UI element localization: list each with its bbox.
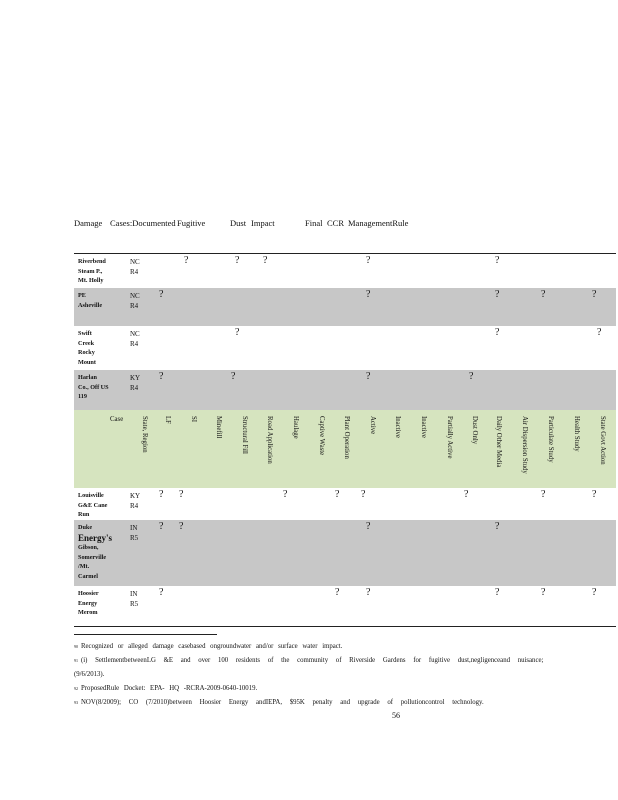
state-region: NC R4	[130, 258, 140, 276]
column-header: State Govt Action	[599, 416, 606, 465]
column-header: SI	[190, 416, 197, 423]
footnote-continued: (9/6/2013).	[74, 671, 105, 678]
check-mark: ?	[541, 587, 546, 598]
check-mark: ?	[592, 289, 597, 300]
state-region: IN R5	[130, 590, 139, 608]
state-region: NC R4	[130, 330, 140, 348]
check-mark: ?	[541, 289, 546, 300]
column-header: Dust Only	[471, 416, 478, 445]
state-region: KY R4	[130, 492, 141, 510]
footnote: $^{92}$ ProposedRule Docket: EPA- HQ -RCRA-2009-0640-10019.	[74, 685, 258, 692]
column-header: Structural Fill	[241, 416, 248, 454]
check-mark: ?	[159, 587, 164, 598]
check-mark: ?	[361, 489, 366, 500]
column-header: Daily Other Media	[495, 416, 502, 468]
check-mark: ?	[495, 521, 500, 532]
case-name: Swift Creek Rocky Mount	[78, 330, 96, 366]
check-mark: ?	[159, 289, 164, 300]
title-word: CCR	[327, 218, 345, 228]
column-header: Plant Operation	[343, 416, 350, 459]
check-mark: ?	[235, 327, 240, 338]
check-mark: ?	[495, 587, 500, 598]
table-bottom-rule	[74, 626, 616, 627]
title-word: Impact	[251, 218, 275, 228]
column-header: Inactive	[420, 416, 427, 438]
case-name: Harlan Co., Off US 119	[78, 374, 109, 401]
title-word: Damage	[74, 218, 103, 228]
check-mark: ?	[541, 489, 546, 500]
check-mark: ?	[283, 489, 288, 500]
check-mark: ?	[263, 255, 268, 266]
table-row	[74, 370, 616, 410]
check-mark: ?	[366, 521, 371, 532]
table-row	[74, 254, 616, 288]
column-header: Case	[110, 416, 124, 423]
title-word: Cases:Documented	[110, 218, 176, 228]
footnote: $^{93}$ NOV(8/2009); CO (7/2010)between Hoosier Energy andIEPA, $95K penalty and upgrade of pollutioncontrol technology.	[74, 699, 484, 706]
table-header-row	[74, 410, 616, 488]
check-mark: ?	[159, 521, 164, 532]
check-mark: ?	[495, 255, 500, 266]
title-word: Final	[305, 218, 323, 228]
state-region: IN R5	[130, 524, 139, 542]
column-header: Partially Active	[446, 416, 453, 459]
case-name: PE Asheville	[78, 292, 103, 309]
check-mark: ?	[335, 587, 340, 598]
check-mark: ?	[366, 289, 371, 300]
check-mark: ?	[184, 255, 189, 266]
check-mark: ?	[495, 289, 500, 300]
case-name: Hoosier Energy Merom	[78, 590, 99, 617]
title-word: Dust	[230, 218, 247, 228]
footnote-separator	[74, 634, 217, 635]
title-word: ManagementRule	[348, 218, 409, 228]
column-header: Air Dispersion Study	[521, 416, 528, 474]
case-name: Duke Energy's Gibson, Somerville /Mt. Carmel	[78, 524, 113, 580]
check-mark: ?	[179, 521, 184, 532]
state-region: NC R4	[130, 292, 140, 310]
footnote: $^{90}$ Recognized or alleged damage casebased ongroundwater and/or surface water impact.	[74, 643, 343, 650]
check-mark: ?	[179, 489, 184, 500]
column-header: Haulage	[292, 416, 299, 439]
check-mark: ?	[231, 371, 236, 382]
case-name: Louisville G&E Cane Run	[78, 492, 108, 519]
table-row	[74, 488, 616, 520]
check-mark: ?	[159, 489, 164, 500]
column-header: Active	[369, 416, 376, 435]
footnote: $^{91}$ (i) SettlementbetweenLG &E and over 100 residents of the community of Riverside Gardens for fugitive dust,negligenceand nuisance;	[74, 657, 544, 664]
state-region: KY R4	[130, 374, 141, 392]
column-header: Health Study	[573, 416, 580, 452]
table-row	[74, 326, 616, 370]
column-header: LF	[164, 416, 171, 424]
case-name: Riverbend Steam P., Mt. Holly	[78, 258, 106, 285]
check-mark: ?	[366, 587, 371, 598]
table-row	[74, 288, 616, 326]
column-header: Minefill	[215, 416, 222, 439]
page-number: 56	[392, 711, 400, 720]
check-mark: ?	[495, 327, 500, 338]
check-mark: ?	[464, 489, 469, 500]
check-mark: ?	[592, 587, 597, 598]
check-mark: ?	[235, 255, 240, 266]
column-header: Inactive	[394, 416, 401, 438]
table-row	[74, 586, 616, 626]
check-mark: ?	[366, 371, 371, 382]
column-header: Road Application	[266, 416, 273, 464]
check-mark: ?	[335, 489, 340, 500]
check-mark: ?	[592, 489, 597, 500]
column-header: Particulate Study	[547, 416, 554, 463]
check-mark: ?	[159, 371, 164, 382]
column-header: Captive Waste	[318, 416, 325, 456]
check-mark: ?	[469, 371, 474, 382]
column-header: State, Region	[141, 416, 148, 453]
table-row	[74, 520, 616, 586]
title-word: Fugitive	[177, 218, 206, 228]
check-mark: ?	[366, 255, 371, 266]
check-mark: ?	[597, 327, 602, 338]
